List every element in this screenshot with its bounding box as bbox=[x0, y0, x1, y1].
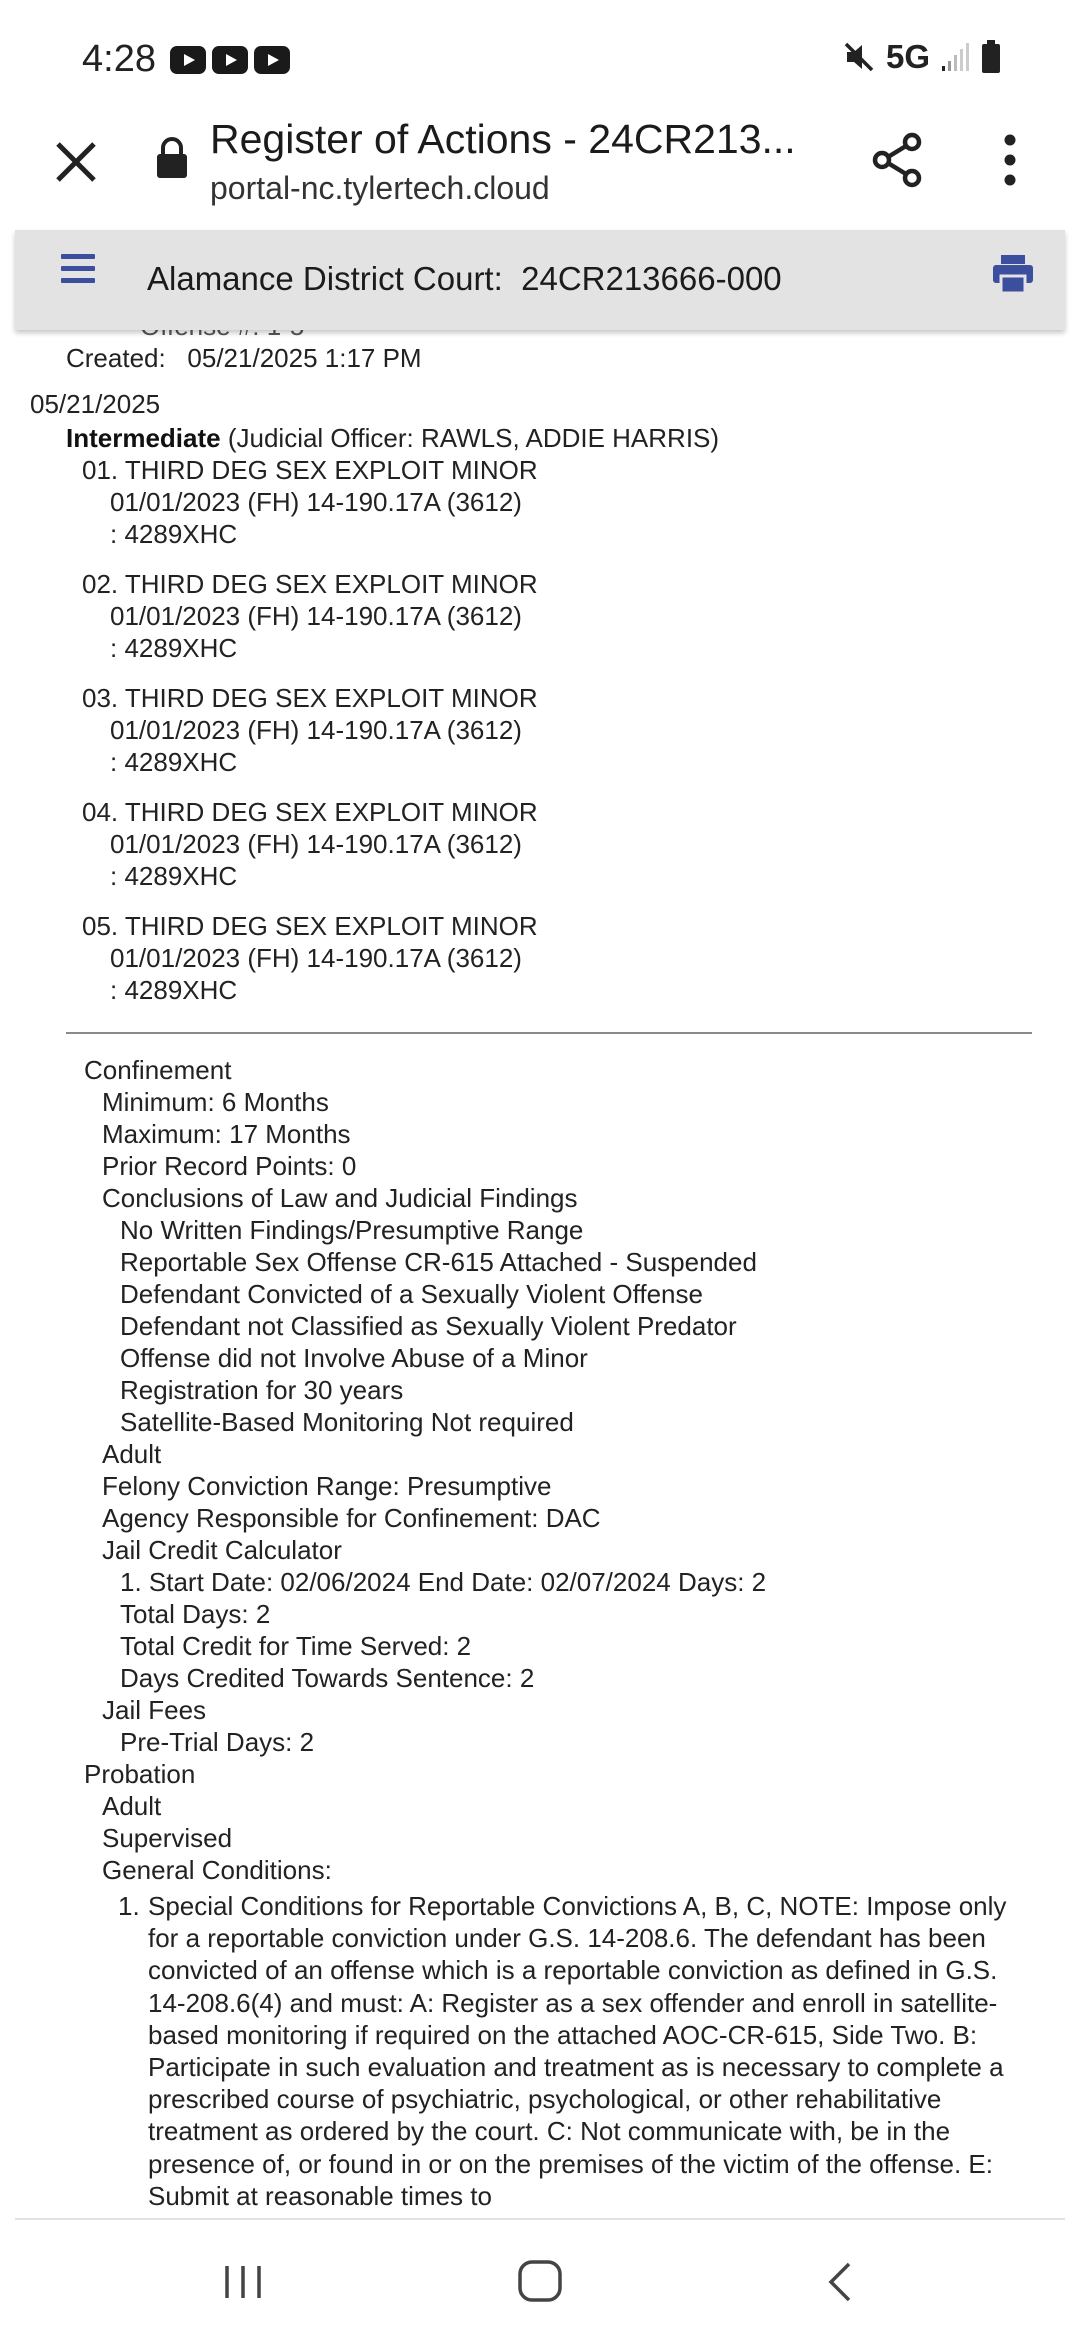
system-indicators bbox=[842, 38, 1002, 76]
probation-adult: Adult bbox=[102, 1791, 162, 1821]
offense-code: : 4289XHC bbox=[110, 747, 238, 777]
finding-item: Satellite-Based Monitoring Not required bbox=[120, 1407, 574, 1437]
finding-item: Offense did not Involve Abuse of a Minor bbox=[120, 1343, 588, 1373]
more-options-icon[interactable] bbox=[990, 130, 1030, 190]
menu-icon[interactable] bbox=[61, 254, 95, 286]
jail-credit-heading: Jail Credit Calculator bbox=[102, 1535, 342, 1565]
case-number: 24CR213666-000 bbox=[521, 260, 782, 297]
back-icon[interactable] bbox=[825, 2260, 855, 2304]
pretrial-days: Pre-Trial Days: 2 bbox=[120, 1727, 315, 1757]
offense-detail: 01/01/2023 (FH) 14-190.17A (3612) bbox=[110, 943, 522, 973]
minimum-term: Minimum: 6 Months bbox=[102, 1087, 329, 1117]
offense-code: : 4289XHC bbox=[110, 975, 238, 1005]
recent-apps-icon[interactable] bbox=[221, 2262, 265, 2302]
battery-icon bbox=[980, 40, 1002, 74]
felony-range: Felony Conviction Range: Presumptive bbox=[102, 1471, 552, 1501]
confinement-adult: Adult bbox=[102, 1439, 162, 1469]
finding-item: No Written Findings/Presumptive Range bbox=[120, 1215, 584, 1245]
prior-record-points: Prior Record Points: 0 bbox=[102, 1151, 357, 1181]
home-icon[interactable] bbox=[515, 2258, 565, 2304]
system-nav-bar bbox=[15, 2218, 1065, 2342]
offense-detail: 01/01/2023 (FH) 14-190.17A (3612) bbox=[110, 829, 522, 859]
offense-title: 04. THIRD DEG SEX EXPLOIT MINOR bbox=[82, 797, 538, 827]
offense-title: 03. THIRD DEG SEX EXPLOIT MINOR bbox=[82, 683, 538, 713]
probation-heading: Probation bbox=[84, 1759, 196, 1789]
browser-header bbox=[0, 116, 1080, 230]
finding-item: Defendant Convicted of a Sexually Violent Offense bbox=[120, 1279, 703, 1309]
created-label: Created: bbox=[66, 343, 166, 373]
offense-code: : 4289XHC bbox=[110, 519, 238, 549]
youtube-icon bbox=[212, 46, 248, 74]
judicial-officer: (Judicial Officer: RAWLS, ADDIE HARRIS) bbox=[220, 423, 720, 453]
offense-code: : 4289XHC bbox=[110, 861, 238, 891]
signal-icon bbox=[940, 42, 970, 72]
offense-detail: 01/01/2023 (FH) 14-190.17A (3612) bbox=[110, 601, 522, 631]
offense-code: : 4289XHC bbox=[110, 633, 238, 663]
condition-text: Special Conditions for Reportable Convictions A, B, C, NOTE: Impose only for a reportable conviction under G.S. 14-208.6. The defendant has been convicted of an offense which is a reportable conviction as defined in G.S. 14-208.6(4) and must: A: Register as a sex offender and enroll in satellite-based monitoring if required on the attached AOC-CR-615, Side Two. B: Participate in such evaluation and treatment as is necessary to complete a prescribed course of psychiatric, psychological, or other rehabilitative treatment as ordered by the court. C: Not communicate with, be in the presence of, or found in or on the premises of the victim of the offense. E: Submit at reasonable times to bbox=[148, 1891, 1007, 2211]
general-conditions-heading: General Conditions: bbox=[102, 1855, 332, 1885]
status-bar bbox=[0, 0, 1080, 116]
court-header bbox=[15, 230, 1065, 330]
sentence-type: Intermediate bbox=[66, 423, 221, 453]
jail-credit-item: Total Credit for Time Served: 2 bbox=[120, 1631, 472, 1661]
offense-title: 05. THIRD DEG SEX EXPLOIT MINOR bbox=[82, 911, 538, 941]
finding-item: Registration for 30 years bbox=[120, 1375, 404, 1405]
mute-icon bbox=[842, 40, 876, 74]
condition-number: 1. bbox=[118, 1891, 140, 1921]
confinement-heading: Confinement bbox=[84, 1055, 232, 1085]
page-title: Register of Actions - 24CR213... bbox=[210, 116, 796, 162]
status-time: 4:28 bbox=[82, 38, 156, 80]
jail-credit-item: 1. Start Date: 02/06/2024 End Date: 02/07/2024 Days: 2 bbox=[120, 1567, 767, 1597]
youtube-icon bbox=[170, 46, 206, 74]
register-of-actions-content bbox=[0, 330, 1080, 2218]
court-title bbox=[147, 260, 782, 298]
sentence-header bbox=[66, 422, 719, 454]
confinement-agency: Agency Responsible for Confinement: DAC bbox=[102, 1503, 601, 1533]
created-value: 05/21/2025 1:17 PM bbox=[187, 343, 422, 373]
jail-fees-heading: Jail Fees bbox=[102, 1695, 207, 1725]
page-url: portal-nc.tylertech.cloud bbox=[210, 170, 550, 206]
jail-credit-item: Total Days: 2 bbox=[120, 1599, 271, 1629]
maximum-term: Maximum: 17 Months bbox=[102, 1119, 351, 1149]
notification-icons bbox=[170, 46, 290, 74]
event-date: 05/21/2025 bbox=[30, 389, 161, 419]
youtube-icon bbox=[254, 46, 290, 74]
conclusions-heading: Conclusions of Law and Judicial Findings bbox=[102, 1183, 578, 1213]
offense-title: 01. THIRD DEG SEX EXPLOIT MINOR bbox=[82, 455, 538, 485]
offense-detail: 01/01/2023 (FH) 14-190.17A (3612) bbox=[110, 487, 522, 517]
print-icon[interactable] bbox=[991, 252, 1035, 296]
finding-item: Defendant not Classified as Sexually Violent Predator bbox=[120, 1311, 737, 1341]
offense-detail: 01/01/2023 (FH) 14-190.17A (3612) bbox=[110, 715, 522, 745]
finding-item: Reportable Sex Offense CR-615 Attached - Suspended bbox=[120, 1247, 757, 1277]
network-type: 5G bbox=[885, 38, 930, 75]
close-icon[interactable] bbox=[48, 134, 104, 190]
offense-title: 02. THIRD DEG SEX EXPLOIT MINOR bbox=[82, 569, 538, 599]
jail-credit-item: Days Credited Towards Sentence: 2 bbox=[120, 1663, 535, 1693]
court-name: Alamance District Court: bbox=[147, 260, 503, 297]
share-icon[interactable] bbox=[870, 130, 926, 190]
lock-icon bbox=[154, 136, 190, 180]
section-divider bbox=[66, 1032, 1032, 1034]
probation-supervised: Supervised bbox=[102, 1823, 233, 1853]
created-row bbox=[66, 342, 422, 374]
